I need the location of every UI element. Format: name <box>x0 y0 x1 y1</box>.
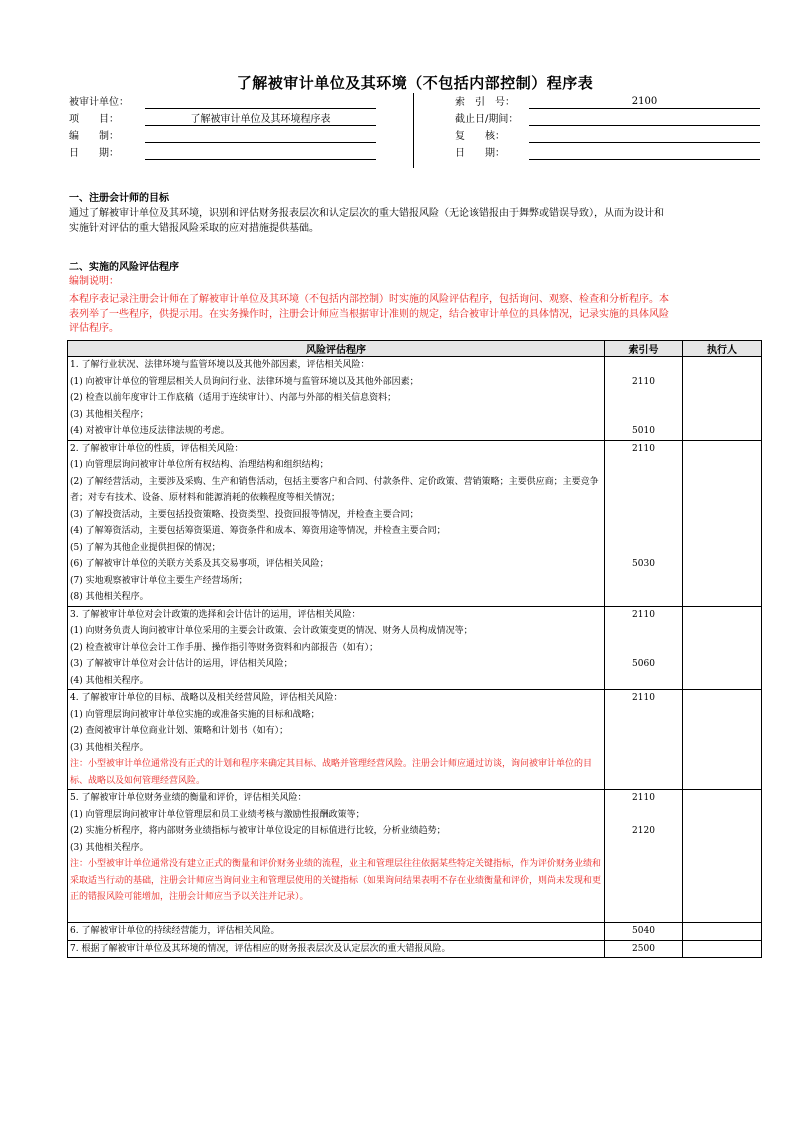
procedure-line: (3) 其他相关程序； <box>70 409 149 420</box>
index-value <box>607 756 680 789</box>
procedure-line: (2) 了解经营活动，主要涉及采购、生产和销售活动，包括主要客户和合同、付款条件、定价政策、营销策略；主要供应商；主要竞争者；对专有技术、设备、原材料和能源消耗的依赖程度等相关情况； <box>70 476 599 503</box>
procedure-line: (3) 了解投资活动，主要包括投资策略、投资类型、投资回报等情况，并检查主要合同； <box>70 509 419 520</box>
procedure-cell <box>68 790 605 923</box>
procedure-note: 注：小型被审计单位通常没有正式的计划和程序来确定其目标、战略并管理经营风险。注册会计师应通过访谈，询问被审计单位的目标、战略以及如何管理经营风险。 <box>70 759 593 786</box>
section2-note-line2: 表列举了一些程序，供提示用。在实务操作时，注册会计师应当根据审计准则的规定，结合被审计单位的具体情况，记录实施的具体风险 <box>69 309 669 320</box>
risk-procedure-table <box>67 340 762 958</box>
procedure-line: (2) 实施分析程序，将内部财务业绩指标与被审计单位设定的目标值进行比较，分析业绩趋势； <box>70 826 446 836</box>
index-value <box>607 357 680 374</box>
executor-cell <box>683 790 762 923</box>
procedure-line: (1) 向被审计单位的管理层相关人员询问行业、法律环境与监管环境以及其他外部因素； <box>70 376 419 387</box>
index-value <box>607 723 680 740</box>
index-value: 2110 <box>632 793 655 803</box>
table-row <box>68 940 762 958</box>
header-value-project: 了解被审计单位及其环境程序表 <box>190 114 331 125</box>
index-value <box>607 673 680 690</box>
col-header-executor: 执行人 <box>683 341 762 357</box>
index-value <box>607 523 680 540</box>
index-value <box>607 740 680 757</box>
header-label-reviewer: 复 核： <box>455 131 505 142</box>
header-label-date-right: 日 期： <box>455 148 505 159</box>
header-label-period: 截止日/期间： <box>455 114 519 125</box>
index-value: 2110 <box>632 376 655 387</box>
executor-cell <box>683 940 762 958</box>
index-cell <box>605 440 683 606</box>
header-line-date-right <box>529 159 760 160</box>
table-row <box>68 690 762 790</box>
section2-note-line1: 本程序表记录注册会计师在了解被审计单位及其环境（不包括内部控制）时实施的风险评估程序，包括询问、观察、检查和分析程序。本 <box>69 294 669 305</box>
section1-body-line2: 实施针对评估的重大错报风险采取的应对措施提供基础。 <box>69 223 319 234</box>
index-cell <box>605 357 683 441</box>
index-value <box>607 390 680 407</box>
table-row <box>68 606 762 690</box>
header-divider <box>413 93 414 168</box>
header-label-project: 项 目： <box>69 114 119 125</box>
page-title: 了解被审计单位及其环境（不包括内部控制）程序表 <box>236 74 594 92</box>
executor-cell <box>683 690 762 790</box>
header-value-index: 2100 <box>631 96 658 107</box>
table-body <box>68 357 762 958</box>
procedure-line: (6) 了解被审计单位的关联方关系及其交易事项，评估相关风险； <box>70 559 329 569</box>
procedure-line: (1) 向财务负责人询问被审计单位采用的主要会计政策、会计政策变更的情况、财务人员构成情况等； <box>70 626 473 636</box>
index-cell <box>605 606 683 690</box>
header-line-client <box>145 108 376 109</box>
table-row <box>68 790 762 923</box>
index-value <box>607 589 680 606</box>
index-value: 5060 <box>632 659 655 669</box>
header-line-date-left <box>145 159 376 160</box>
index-value: 2500 <box>632 943 655 954</box>
table-row <box>68 440 762 606</box>
executor-cell <box>683 606 762 690</box>
procedure-line: (1) 向管理层询问被审计单位所有权结构、治理结构和组织结构； <box>70 460 329 470</box>
procedure-line: (1) 向管理层询问被审计单位管理层和员工业绩考核与激励性报酬政策等； <box>70 809 365 820</box>
executor-cell <box>683 440 762 606</box>
index-value <box>607 623 680 640</box>
header-line-reviewer <box>529 142 760 143</box>
index-cell <box>605 923 683 941</box>
procedure-line: (2) 查阅被审计单位商业计划、策略和计划书（如有）； <box>70 726 289 736</box>
procedure-cell <box>68 940 605 958</box>
header-label-client: 被审计单位： <box>69 97 129 108</box>
procedure-line: 2. 了解被审计单位的性质，评估相关风险： <box>70 443 244 454</box>
index-value: 5040 <box>632 926 655 936</box>
index-value <box>607 856 680 922</box>
index-value: 2110 <box>632 693 655 703</box>
index-value <box>607 540 680 557</box>
header-label-index: 索 引 号： <box>455 97 515 108</box>
procedure-cell <box>68 440 605 606</box>
index-value <box>607 457 680 474</box>
index-value <box>607 507 680 524</box>
section1-heading: 一、注册会计师的目标 <box>69 193 169 204</box>
procedure-cell <box>68 690 605 790</box>
procedure-line: (8) 其他相关程序。 <box>70 592 149 602</box>
procedure-line: 6. 了解被审计单位的持续经营能力，评估相关风险。 <box>70 926 280 936</box>
index-value <box>607 640 680 657</box>
header-line-preparer <box>145 142 376 143</box>
executor-cell <box>683 923 762 941</box>
index-value <box>607 573 680 590</box>
index-value <box>607 807 680 824</box>
section2-note-label: 编制说明： <box>69 276 119 287</box>
procedure-line: (4) 对被审计单位违反法律法规的考虑。 <box>70 426 230 436</box>
index-value <box>607 707 680 724</box>
col-header-procedure: 风险评估程序 <box>68 341 605 357</box>
procedure-line: 5. 了解被审计单位财务业绩的衡量和评价，评估相关风险： <box>70 793 307 803</box>
section2-heading: 二、实施的风险评估程序 <box>69 262 179 273</box>
procedure-line: (2) 检查以前年度审计工作底稿（适用于连续审计）、内部与外部的相关信息资料； <box>70 393 397 403</box>
index-value: 5030 <box>632 559 655 569</box>
procedure-line: (5) 了解为其他企业提供担保的情况； <box>70 542 221 553</box>
procedure-cell <box>68 606 605 690</box>
procedure-line: (1) 向管理层询问被审计单位实施的或准备实施的目标和战略； <box>70 709 320 720</box>
procedure-line: 4. 了解被审计单位的目标、战略以及相关经营风险，评估相关风险： <box>70 693 343 703</box>
index-value: 5010 <box>632 426 655 436</box>
index-cell <box>605 940 683 958</box>
index-value: 2110 <box>632 609 655 620</box>
procedure-line: (3) 了解被审计单位对会计估计的运用，评估相关风险； <box>70 659 293 669</box>
procedure-line: (4) 了解筹资活动，主要包括筹资渠道、筹资条件和成本、筹资用途等情况，并检查主要合同； <box>70 526 446 536</box>
table-row <box>68 357 762 441</box>
section2-note-line3: 评估程序。 <box>69 323 119 334</box>
procedure-note: 注：小型被审计单位通常没有建立正式的衡量和评价财务业绩的流程，业主和管理层往往依据某些特定关键指标，作为评价财务业绩和采取适当行动的基础，注册会计师应当询问业主和管理层使用的关键指标（如果询问结果表明不存在业绩衡量和评价，则尚未发现和更正的错报风险可能增加，注册会计师应当予以关注并记录）。 <box>70 859 602 902</box>
header-label-preparer: 编 制： <box>69 131 119 142</box>
index-value: 2110 <box>632 443 655 454</box>
header-label-date-left: 日 期： <box>69 148 119 159</box>
procedure-cell <box>68 923 605 941</box>
index-value <box>607 840 680 857</box>
procedure-line: (7) 实地观察被审计单位主要生产经营场所； <box>70 575 248 586</box>
procedure-line: 1. 了解行业状况、法律环境与监管环境以及其他外部因素，评估相关风险： <box>70 360 370 370</box>
table-row <box>68 923 762 941</box>
header-line-period <box>529 125 760 126</box>
procedure-line: (4) 其他相关程序。 <box>70 675 149 686</box>
section1-body-line1: 通过了解被审计单位及其环境，识别和评估财务报表层次和认定层次的重大错报风险（无论该错报由于舞弊或错误导致），从而为设计和 <box>69 208 664 219</box>
index-value: 2120 <box>632 826 655 836</box>
procedure-line: (3) 其他相关程序。 <box>70 842 149 853</box>
index-value <box>607 407 680 424</box>
procedure-line: (3) 其他相关程序。 <box>70 742 149 753</box>
col-header-index: 索引号 <box>605 341 683 357</box>
procedure-cell <box>68 357 605 441</box>
procedure-line: 7. 根据了解被审计单位及其环境的情况，评估相应的财务报表层次及认定层次的重大错报风险。 <box>70 943 451 954</box>
procedure-line: 3. 了解被审计单位对会计政策的选择和会计估计的运用，评估相关风险： <box>70 609 361 620</box>
table-header-row <box>68 341 762 357</box>
index-value <box>607 474 680 507</box>
executor-cell <box>683 357 762 441</box>
index-cell <box>605 690 683 790</box>
index-cell <box>605 790 683 923</box>
procedure-line: (2) 检查被审计单位会计工作手册、操作指引等财务资料和内部报告（如有）； <box>70 642 379 653</box>
